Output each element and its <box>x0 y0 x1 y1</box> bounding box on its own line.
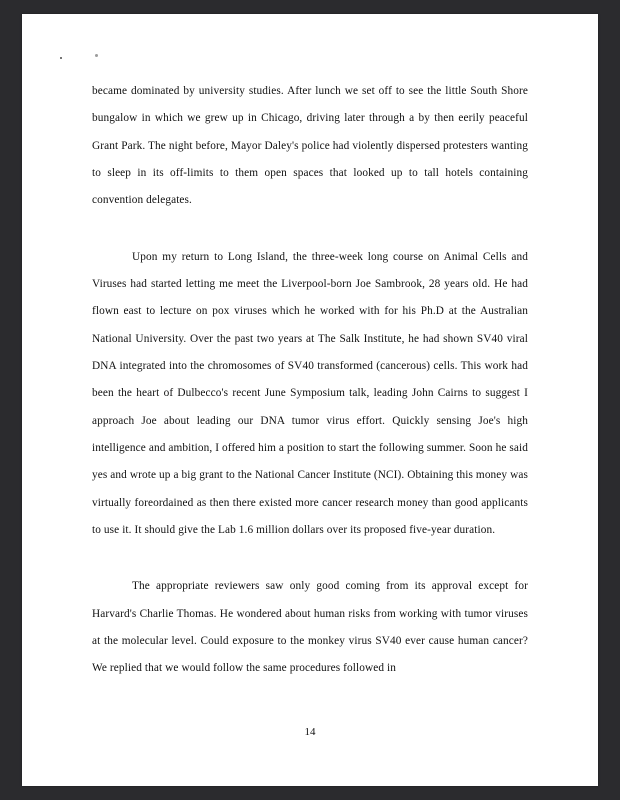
page-number: 14 <box>304 726 316 738</box>
paragraph-text: Upon my return to Long Island, the three-week long course on Animal Cells and Viruses had started letting me meet the Liverpool-born Joe Sambrook, 28 years old. He had flown east to lecture on pox viruses which he worked with for his Ph.D at the Australian National University. Over the past two years at The Salk Institute, he had shown SV40 viral DNA integrated into the chromosomes of SV40 transformed (cancerous) cells. This work had been the heart of Dulbecco's recent June Symposium talk, leading John Cairns to suggest I approach Joe about leading our DNA tumor virus effort. Quickly sensing Joe's high intelligence and ambition, I offered him a position to start the following summer. Soon he said yes and wrote up a big grant to the National Cancer Institute (NCI). Obtaining this money was virtually foreordained as then there existed more cancer research money than good applicants to use it. It should give the Lab 1.6 million dollars over its proposed five-year duration. <box>92 250 528 536</box>
paragraph-text: The appropriate reviewers saw only good coming from its approval except for Harvard's Charlie Thomas. He wondered about human risks from working with tumor viruses at the molecular level. Could exposure to the monkey virus SV40 ever cause human cancer? We replied that we would follow the same procedures followed in <box>92 580 528 675</box>
scanned-page <box>22 14 598 786</box>
paragraph-text: became dominated by university studies. After lunch we set off to see the little South Shore bungalow in which we grew up in Chicago, driving later through a by then eerily peaceful Grant Park. The night before, Mayor Daley's police had violently dispersed protesters wanting to sleep in its off-limits to them open spaces that looked up to tall hotels containing convention delegates. <box>92 85 528 207</box>
paragraph <box>92 78 528 215</box>
paragraph <box>92 244 528 545</box>
paragraph <box>92 573 528 682</box>
page-content <box>22 14 598 786</box>
document-text <box>92 78 528 683</box>
